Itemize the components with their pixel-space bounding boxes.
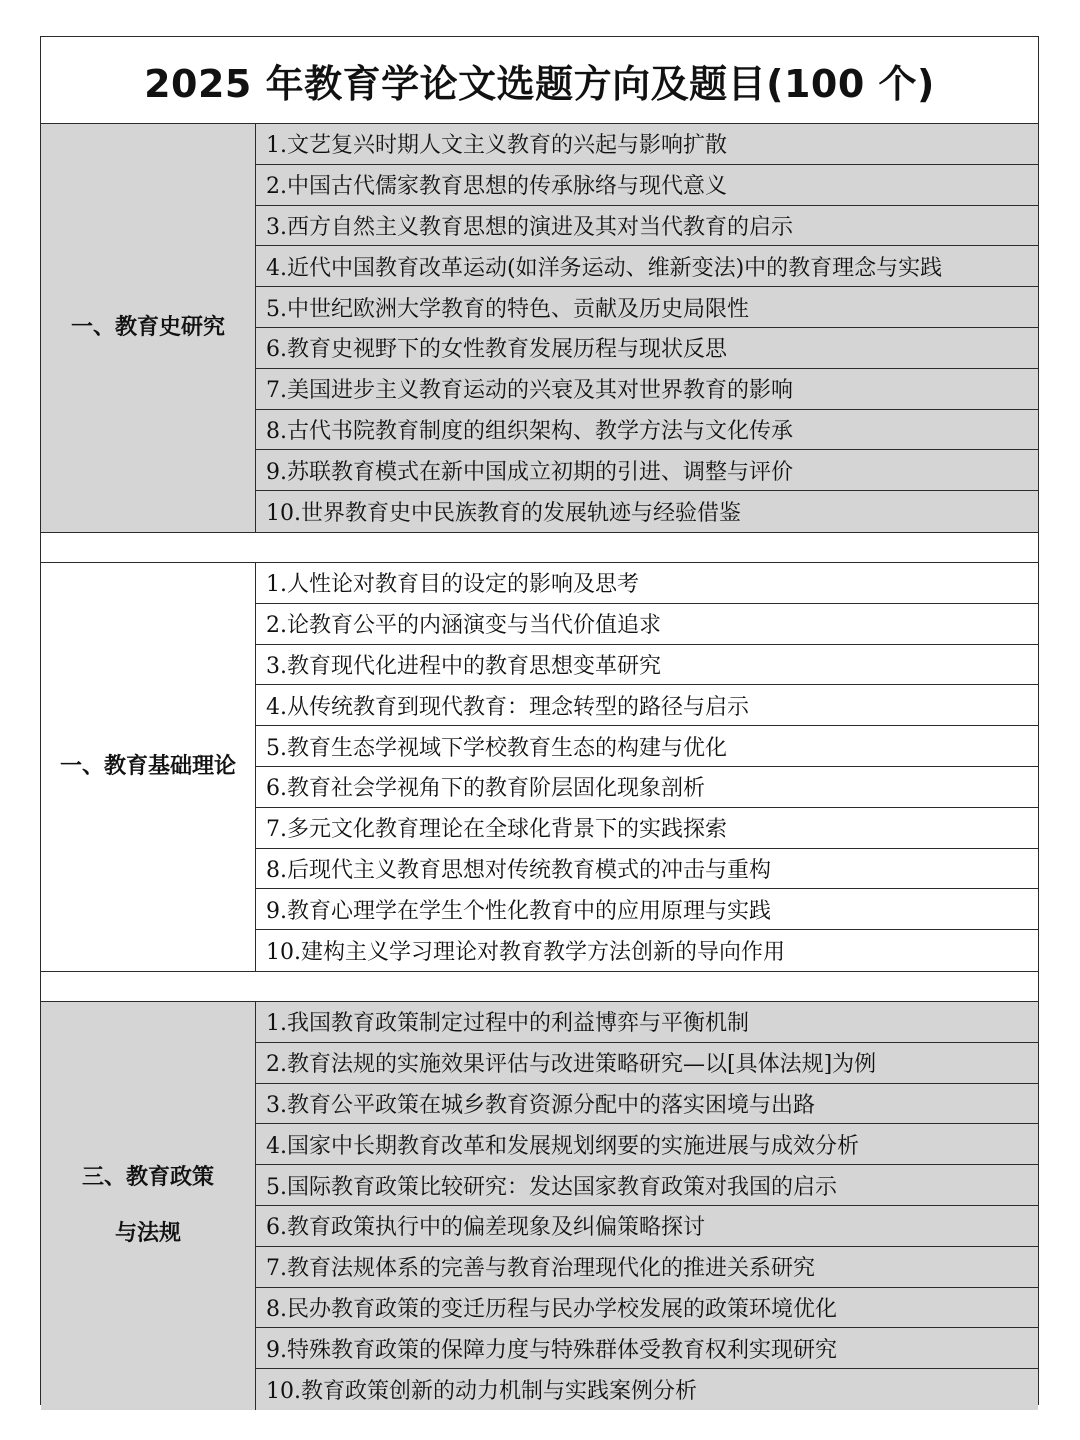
topic-item: 2.论教育公平的内涵演变与当代价值追求 xyxy=(256,604,1038,645)
topic-list xyxy=(256,124,1038,532)
category-label: 一、教育史研究 xyxy=(70,314,225,340)
topic-item: 8.古代书院教育制度的组织架构、教学方法与文化传承 xyxy=(256,410,1038,451)
section-divider xyxy=(41,533,1038,563)
topic-item: 3.教育现代化进程中的教育思想变革研究 xyxy=(256,645,1038,686)
topic-item: 10.建构主义学习理论对教育教学方法创新的导向作用 xyxy=(266,940,785,966)
topic-item: 8.民办教育政策的变迁历程与民办学校发展的政策环境优化 xyxy=(256,1288,1038,1329)
topic-item: 5.中世纪欧洲大学教育的特色、贡献及历史局限性 xyxy=(256,287,1038,328)
section-education-policy xyxy=(41,1002,1038,1410)
topic-item: 6.教育史视野下的女性教育发展历程与现状反思 xyxy=(256,328,1038,369)
topic-item: 1.文艺复兴时期人文主义教育的兴起与影响扩散 xyxy=(256,124,1038,165)
category-label-line-1: 三、教育政策 xyxy=(81,1164,214,1190)
topic-item: 1.我国教育政策制定过程中的利益博弈与平衡机制 xyxy=(256,1002,1038,1043)
topic-item: 9.特殊教育政策的保障力度与特殊群体受教育权利实现研究 xyxy=(256,1328,1038,1369)
topic-item: 4.近代中国教育改革运动(如洋务运动、维新变法)中的教育理念与实践 xyxy=(256,246,1038,287)
topic-item: 8.后现代主义教育思想对传统教育模式的冲击与重构 xyxy=(256,849,1038,890)
topic-item: 7.美国进步主义教育运动的兴衰及其对世界教育的影响 xyxy=(256,369,1038,410)
topic-item: 3.西方自然主义教育思想的演进及其对当代教育的启示 xyxy=(256,206,1038,247)
topic-item: 2.教育法规的实施效果评估与改进策略研究—以[具体法规]为例 xyxy=(256,1043,1038,1084)
section-education-history xyxy=(41,124,1038,533)
topic-item: 10.教育政策创新的动力机制与实践案例分析 xyxy=(256,1369,1038,1410)
page-title: 2025 年教育学论文选题方向及题目(100 个) xyxy=(41,37,1038,124)
topic-item: 5.教育生态学视域下学校教育生态的构建与优化 xyxy=(256,726,1038,767)
topic-item: 7.多元文化教育理论在全球化背景下的实践探索 xyxy=(256,808,1038,849)
topic-list xyxy=(256,1002,1038,1410)
category-cell xyxy=(41,1002,256,1410)
topic-item: 3.教育公平政策在城乡教育资源分配中的落实困境与出路 xyxy=(256,1084,1038,1125)
topic-item: 4.国家中长期教育改革和发展规划纲要的实施进展与成效分析 xyxy=(256,1124,1038,1165)
topic-item: 6.教育社会学视角下的教育阶层固化现象剖析 xyxy=(256,767,1038,808)
section-divider xyxy=(41,972,1038,1002)
topic-item: 10.世界教育史中民族教育的发展轨迹与经验借鉴 xyxy=(256,491,1038,532)
topic-item: 7.教育法规体系的完善与教育治理现代化的推进关系研究 xyxy=(256,1247,1038,1288)
topic-item: 6.教育政策执行中的偏差现象及纠偏策略探讨 xyxy=(256,1206,1038,1247)
category-label-line-2: 与法规 xyxy=(114,1220,181,1246)
topic-item: 1.人性论对教育目的设定的影响及思考 xyxy=(256,563,1038,604)
topic-item: 5.国际教育政策比较研究：发达国家教育政策对我国的启示 xyxy=(256,1165,1038,1206)
category-cell xyxy=(41,124,256,532)
topic-item: 4.从传统教育到现代教育：理念转型的路径与启示 xyxy=(256,685,1038,726)
category-cell xyxy=(41,563,256,971)
section-education-theory xyxy=(41,563,1038,972)
category-label: 一、教育基础理论 xyxy=(59,753,236,779)
topic-item: 9.教育心理学在学生个性化教育中的应用原理与实践 xyxy=(256,889,1038,930)
topic-list xyxy=(256,563,1038,971)
topic-item: 2.中国古代儒家教育思想的传承脉络与现代意义 xyxy=(256,165,1038,206)
topic-table xyxy=(40,36,1039,1405)
topic-item: 9.苏联教育模式在新中国成立初期的引进、调整与评价 xyxy=(256,450,1038,491)
